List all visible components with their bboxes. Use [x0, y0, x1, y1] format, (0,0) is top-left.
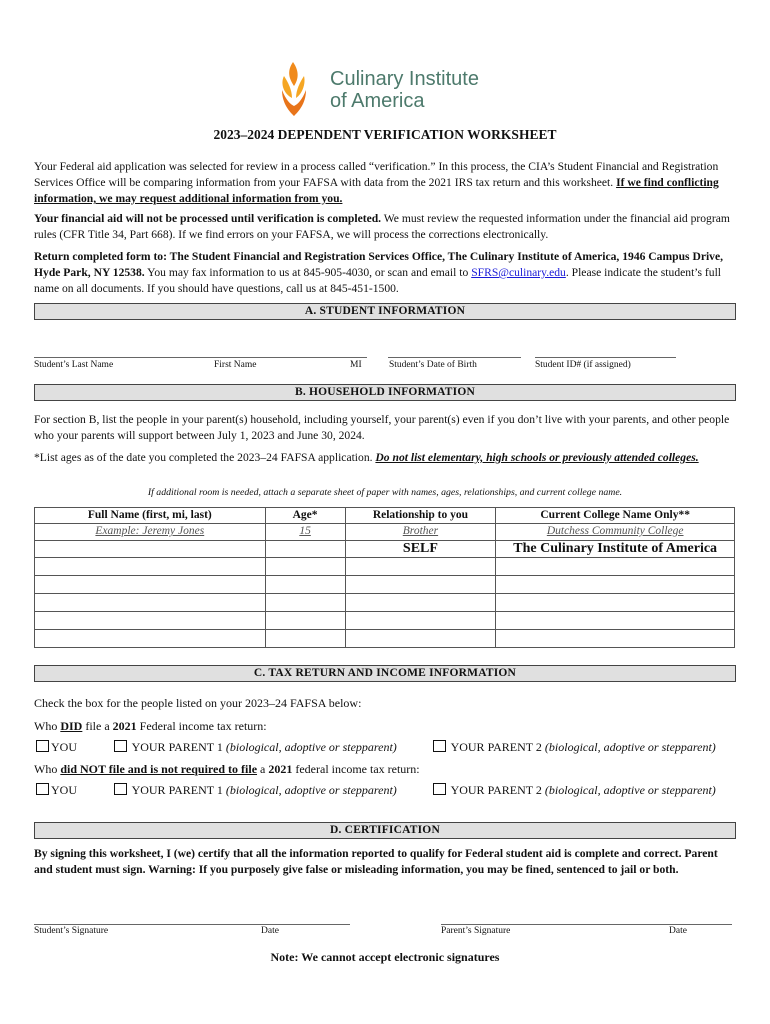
q1-did: DID [60, 719, 83, 733]
q1-end: Federal income tax return: [136, 719, 267, 733]
not-filed-parent1-checkbox[interactable] [114, 783, 127, 795]
filed-you-option[interactable] [36, 740, 77, 755]
intro-paragraph-1 [34, 159, 739, 207]
table-row[interactable] [35, 558, 735, 576]
filed-parent2-option[interactable] [433, 740, 716, 755]
age-instructions [34, 450, 739, 466]
additional-room-note: If additional room is needed, attach a separate sheet of paper with names, ages, relationships, and current college name. [147, 487, 623, 498]
dob-label: Student’s Date of Birth [389, 360, 477, 370]
email-link[interactable]: SFRS@culinary.edu [471, 266, 566, 279]
not-filed-question [34, 762, 420, 777]
filed-you-label: YOU [51, 740, 77, 754]
table-header-row [35, 508, 735, 524]
not-filed-you-label: YOU [51, 783, 77, 797]
not-filed-parent2-note: (biological, adoptive or stepparent) [544, 783, 716, 797]
table-row[interactable] [35, 630, 735, 648]
q2-not-filed: did NOT file and is not required to file [60, 762, 258, 776]
student-signature-line[interactable] [34, 924, 350, 925]
intro-conflict-warning: If we find conflicting information, we may request additional information from you. [34, 176, 719, 205]
logo-wordmark [330, 68, 479, 112]
first-name-label: First Name [214, 360, 257, 370]
not-filed-you-checkbox[interactable] [36, 783, 49, 795]
self-relationship: SELF [345, 541, 496, 558]
parent-signature-line[interactable] [441, 924, 732, 925]
q2-pre: Who [34, 762, 61, 776]
intro-text-3-end: . Please indicate the student’s full name on all documents. If you should have questions, call us at 845-451-1500. [34, 266, 722, 295]
student-name-line[interactable] [34, 357, 367, 358]
intro-text-3: You may fax information to us at 845-905-4030, or scan and email to [144, 266, 472, 279]
not-filed-parent1-note: (biological, adoptive or stepparent) [225, 783, 397, 797]
example-age: 15 [265, 524, 345, 541]
age-note: *List ages as of the date you completed the 2023–24 FAFSA application. [34, 451, 376, 464]
filed-parent1-label: YOUR PARENT 1 [131, 740, 226, 754]
filed-question [34, 719, 267, 734]
last-name-label: Student’s Last Name [34, 360, 114, 370]
student-id-label: Student ID# (if assigned) [535, 360, 631, 370]
table-row[interactable] [35, 594, 735, 612]
logo-line-1: Culinary Institute [330, 68, 479, 90]
parent-signature-label: Parent’s Signature [441, 926, 511, 936]
intro-paragraph-3 [34, 249, 739, 297]
filed-parent2-checkbox[interactable] [433, 740, 446, 752]
parent-date-label: Date [669, 926, 687, 936]
dob-line[interactable] [388, 357, 521, 358]
student-signature-label: Student’s Signature [34, 926, 109, 936]
section-d-heading: D. CERTIFICATION [34, 822, 736, 839]
self-age-cell[interactable] [265, 541, 345, 558]
not-filed-parent2-label: YOUR PARENT 2 [450, 783, 545, 797]
filed-parent1-option[interactable] [114, 740, 397, 755]
q2-end: federal income tax return: [292, 762, 420, 776]
table-row[interactable] [35, 576, 735, 594]
q2-year: 2021 [268, 762, 293, 776]
certification-text: By signing this worksheet, I (we) certify that all the information reported to qualify for Federal student aid is complete and correct. Parent and student must sign. Warning: If you purposely give false or misleading information, you may be fined, sentenced to jail or both. [34, 847, 718, 876]
q1-pre: Who [34, 719, 61, 733]
not-filed-parent2-option[interactable] [433, 783, 716, 798]
self-row [35, 541, 735, 558]
filed-parent2-note: (biological, adoptive or stepparent) [544, 740, 716, 754]
section-a-heading: A. STUDENT INFORMATION [34, 303, 736, 320]
student-date-label: Date [261, 926, 279, 936]
not-filed-parent1-option[interactable] [114, 783, 397, 798]
example-college: Dutchess Community College [496, 524, 735, 541]
section-b-heading: B. HOUSEHOLD INFORMATION [34, 384, 736, 401]
do-not-list-note: Do not list elementary, high schools or previously attended colleges. [375, 451, 699, 464]
return-address: Return completed form to: The Student Financial and Registration Services Office, The Culinary Institute of America, 1946 Campus Drive, Hyde Park, NY 12538. [34, 250, 724, 279]
checkbox-instructions: Check the box for the people listed on your 2023–24 FAFSA below: [34, 696, 362, 710]
section-c-heading: C. TAX RETURN AND INCOME INFORMATION [34, 665, 736, 682]
household-table [34, 507, 735, 648]
col-age: Age* [265, 508, 345, 524]
electronic-signature-note: Note: We cannot accept electronic signatures [270, 950, 500, 964]
not-filed-you-option[interactable] [36, 783, 77, 798]
processing-warning: Your financial aid will not be processed until verification is completed. [34, 212, 382, 225]
filed-parent2-label: YOUR PARENT 2 [450, 740, 545, 754]
col-college: Current College Name Only** [496, 508, 735, 524]
intro-text-1: Your Federal aid application was selected for review in a process called “verification.” In this process, the CIA’s Student Financial and Registration Services Office will be comparing information from your FAFSA with data from the 2021 IRS tax return and this worksheet. [34, 160, 719, 189]
mi-label: MI [350, 360, 362, 370]
q1-year: 2021 [112, 719, 137, 733]
self-name-cell[interactable] [35, 541, 266, 558]
student-id-line[interactable] [535, 357, 676, 358]
example-relationship: Brother [345, 524, 496, 541]
table-row[interactable] [35, 612, 735, 630]
q2-mid: a [257, 762, 269, 776]
page-title: 2023–2024 DEPENDENT VERIFICATION WORKSHEET [213, 127, 557, 142]
col-relationship: Relationship to you [345, 508, 496, 524]
intro-text-2: We must review the requested information under the financial aid program rules (CFR Title 34, Part 668). If we find errors on your FAFSA, we will process the corrections electronically. [34, 212, 730, 241]
example-row [35, 524, 735, 541]
not-filed-parent1-label: YOUR PARENT 1 [131, 783, 226, 797]
logo-line-2: of America [330, 90, 425, 112]
col-full-name: Full Name (first, mi, last) [35, 508, 266, 524]
filed-parent1-checkbox[interactable] [114, 740, 127, 752]
q1-mid: file a [82, 719, 113, 733]
filed-you-checkbox[interactable] [36, 740, 49, 752]
not-filed-parent2-checkbox[interactable] [433, 783, 446, 795]
self-college: The Culinary Institute of America [496, 541, 735, 558]
intro-paragraph-2 [34, 211, 739, 243]
filed-parent1-note: (biological, adoptive or stepparent) [225, 740, 397, 754]
household-instructions: For section B, list the people in your parent(s) household, including yourself, your parent(s) even if you don’t live with your parents, and other people who your parents will support between July 1, 2023 and June 30, 2024. [34, 413, 730, 442]
example-name: Example: Jeremy Jones [35, 524, 266, 541]
